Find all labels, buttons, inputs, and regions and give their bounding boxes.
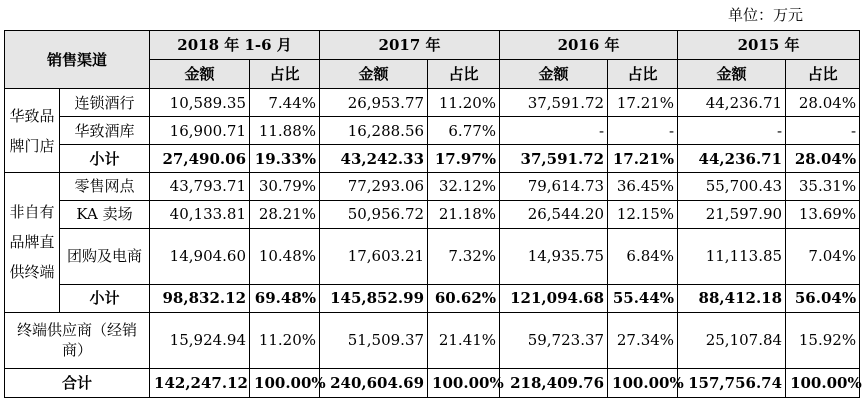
cell-amount: 44,236.71 — [678, 89, 786, 117]
cell-amount: 50,956.72 — [320, 200, 428, 228]
cell-amount: 43,793.71 — [150, 173, 250, 201]
cell-share: 28.21% — [250, 200, 320, 228]
cell-share: 15.92% — [786, 312, 860, 368]
table-row — [5, 173, 860, 201]
header-amount: 金额 — [500, 60, 608, 89]
cell-amount: 51,509.37 — [320, 312, 428, 368]
cell-amount: 26,544.20 — [500, 200, 608, 228]
cell-share: 100.00% — [428, 368, 500, 397]
subtotal-row — [5, 145, 860, 173]
row-label: 合计 — [5, 368, 150, 397]
cell-share: 69.48% — [250, 284, 320, 312]
row-label: 零售网点 — [60, 173, 150, 201]
total-row — [5, 368, 860, 397]
group-label: 华致品牌门店 — [5, 89, 60, 173]
cell-amount: 37,591.72 — [500, 145, 608, 173]
cell-share: 28.04% — [786, 89, 860, 117]
cell-share: 11.20% — [250, 312, 320, 368]
cell-share: 7.32% — [428, 228, 500, 284]
cell-amount: 218,409.76 — [500, 368, 608, 397]
cell-amount: 37,591.72 — [500, 89, 608, 117]
cell-share: 28.04% — [786, 145, 860, 173]
table-row — [5, 228, 860, 284]
cell-share: 35.31% — [786, 173, 860, 201]
header-share: 占比 — [608, 60, 678, 89]
header-share: 占比 — [428, 60, 500, 89]
cell-share: 17.21% — [608, 89, 678, 117]
cell-amount: 40,133.81 — [150, 200, 250, 228]
header-amount: 金额 — [678, 60, 786, 89]
cell-share: 27.34% — [608, 312, 678, 368]
cell-amount: 17,603.21 — [320, 228, 428, 284]
cell-share: 36.45% — [608, 173, 678, 201]
cell-amount: 240,604.69 — [320, 368, 428, 397]
cell-share: 6.77% — [428, 117, 500, 145]
header-share: 占比 — [786, 60, 860, 89]
cell-share: 11.20% — [428, 89, 500, 117]
cell-amount: 11,113.85 — [678, 228, 786, 284]
cell-amount: 21,597.90 — [678, 200, 786, 228]
cell-share: 13.69% — [786, 200, 860, 228]
cell-share: 56.04% — [786, 284, 860, 312]
unit-label: 单位：万元 — [727, 6, 803, 24]
cell-amount: 59,723.37 — [500, 312, 608, 368]
cell-amount: 16,288.56 — [320, 117, 428, 145]
cell-share: 12.15% — [608, 200, 678, 228]
group-label: 非自有品牌直供终端 — [5, 173, 60, 313]
row-label: 小计 — [60, 145, 150, 173]
row-label: 连锁酒行 — [60, 89, 150, 117]
cell-amount: 14,935.75 — [500, 228, 608, 284]
header-period: 2017 年 — [320, 31, 500, 60]
cell-share: 30.79% — [250, 173, 320, 201]
cell-amount: 121,094.68 — [500, 284, 608, 312]
cell-share: 32.12% — [428, 173, 500, 201]
row-label: 华致酒库 — [60, 117, 150, 145]
cell-share: 19.33% — [250, 145, 320, 173]
header-share: 占比 — [250, 60, 320, 89]
cell-share: 17.21% — [608, 145, 678, 173]
subtotal-row — [5, 284, 860, 312]
header-period: 2015 年 — [678, 31, 860, 60]
cell-amount: 88,412.18 — [678, 284, 786, 312]
cell-share: 11.88% — [250, 117, 320, 145]
cell-share: 100.00% — [250, 368, 320, 397]
cell-amount: 44,236.71 — [678, 145, 786, 173]
cell-amount: 15,924.94 — [150, 312, 250, 368]
cell-amount: 14,904.60 — [150, 228, 250, 284]
cell-share: 21.41% — [428, 312, 500, 368]
cell-amount: 27,490.06 — [150, 145, 250, 173]
row-label: KA 卖场 — [60, 200, 150, 228]
cell-amount: - — [500, 117, 608, 145]
cell-share: 55.44% — [608, 284, 678, 312]
cell-amount: 25,107.84 — [678, 312, 786, 368]
header-period: 2018 年 1-6 月 — [150, 31, 320, 60]
table-row — [5, 200, 860, 228]
cell-share: 10.48% — [250, 228, 320, 284]
header-amount: 金额 — [320, 60, 428, 89]
cell-amount: 98,832.12 — [150, 284, 250, 312]
cell-amount: 157,756.74 — [678, 368, 786, 397]
table-row — [5, 312, 860, 368]
cell-share: 7.04% — [786, 228, 860, 284]
cell-amount: 142,247.12 — [150, 368, 250, 397]
cell-share: 100.00% — [786, 368, 860, 397]
sales-channel-table — [4, 30, 860, 398]
header-amount: 金额 — [150, 60, 250, 89]
cell-amount: 43,242.33 — [320, 145, 428, 173]
cell-share: - — [608, 117, 678, 145]
header-period: 2016 年 — [500, 31, 678, 60]
table-row — [5, 89, 860, 117]
cell-amount: 77,293.06 — [320, 173, 428, 201]
cell-amount: - — [678, 117, 786, 145]
cell-share: - — [786, 117, 860, 145]
cell-amount: 26,953.77 — [320, 89, 428, 117]
cell-amount: 16,900.71 — [150, 117, 250, 145]
header-row-periods — [5, 31, 860, 60]
cell-share: 7.44% — [250, 89, 320, 117]
row-label: 团购及电商 — [60, 228, 150, 284]
cell-share: 60.62% — [428, 284, 500, 312]
cell-amount: 145,852.99 — [320, 284, 428, 312]
row-label: 小计 — [60, 284, 150, 312]
cell-share: 6.84% — [608, 228, 678, 284]
cell-amount: 79,614.73 — [500, 173, 608, 201]
table-row — [5, 117, 860, 145]
cell-amount: 55,700.43 — [678, 173, 786, 201]
cell-amount: 10,589.35 — [150, 89, 250, 117]
cell-share: 21.18% — [428, 200, 500, 228]
cell-share: 17.97% — [428, 145, 500, 173]
row-label: 终端供应商（经销商） — [5, 312, 150, 368]
cell-share: 100.00% — [608, 368, 678, 397]
header-channel: 销售渠道 — [5, 31, 150, 89]
